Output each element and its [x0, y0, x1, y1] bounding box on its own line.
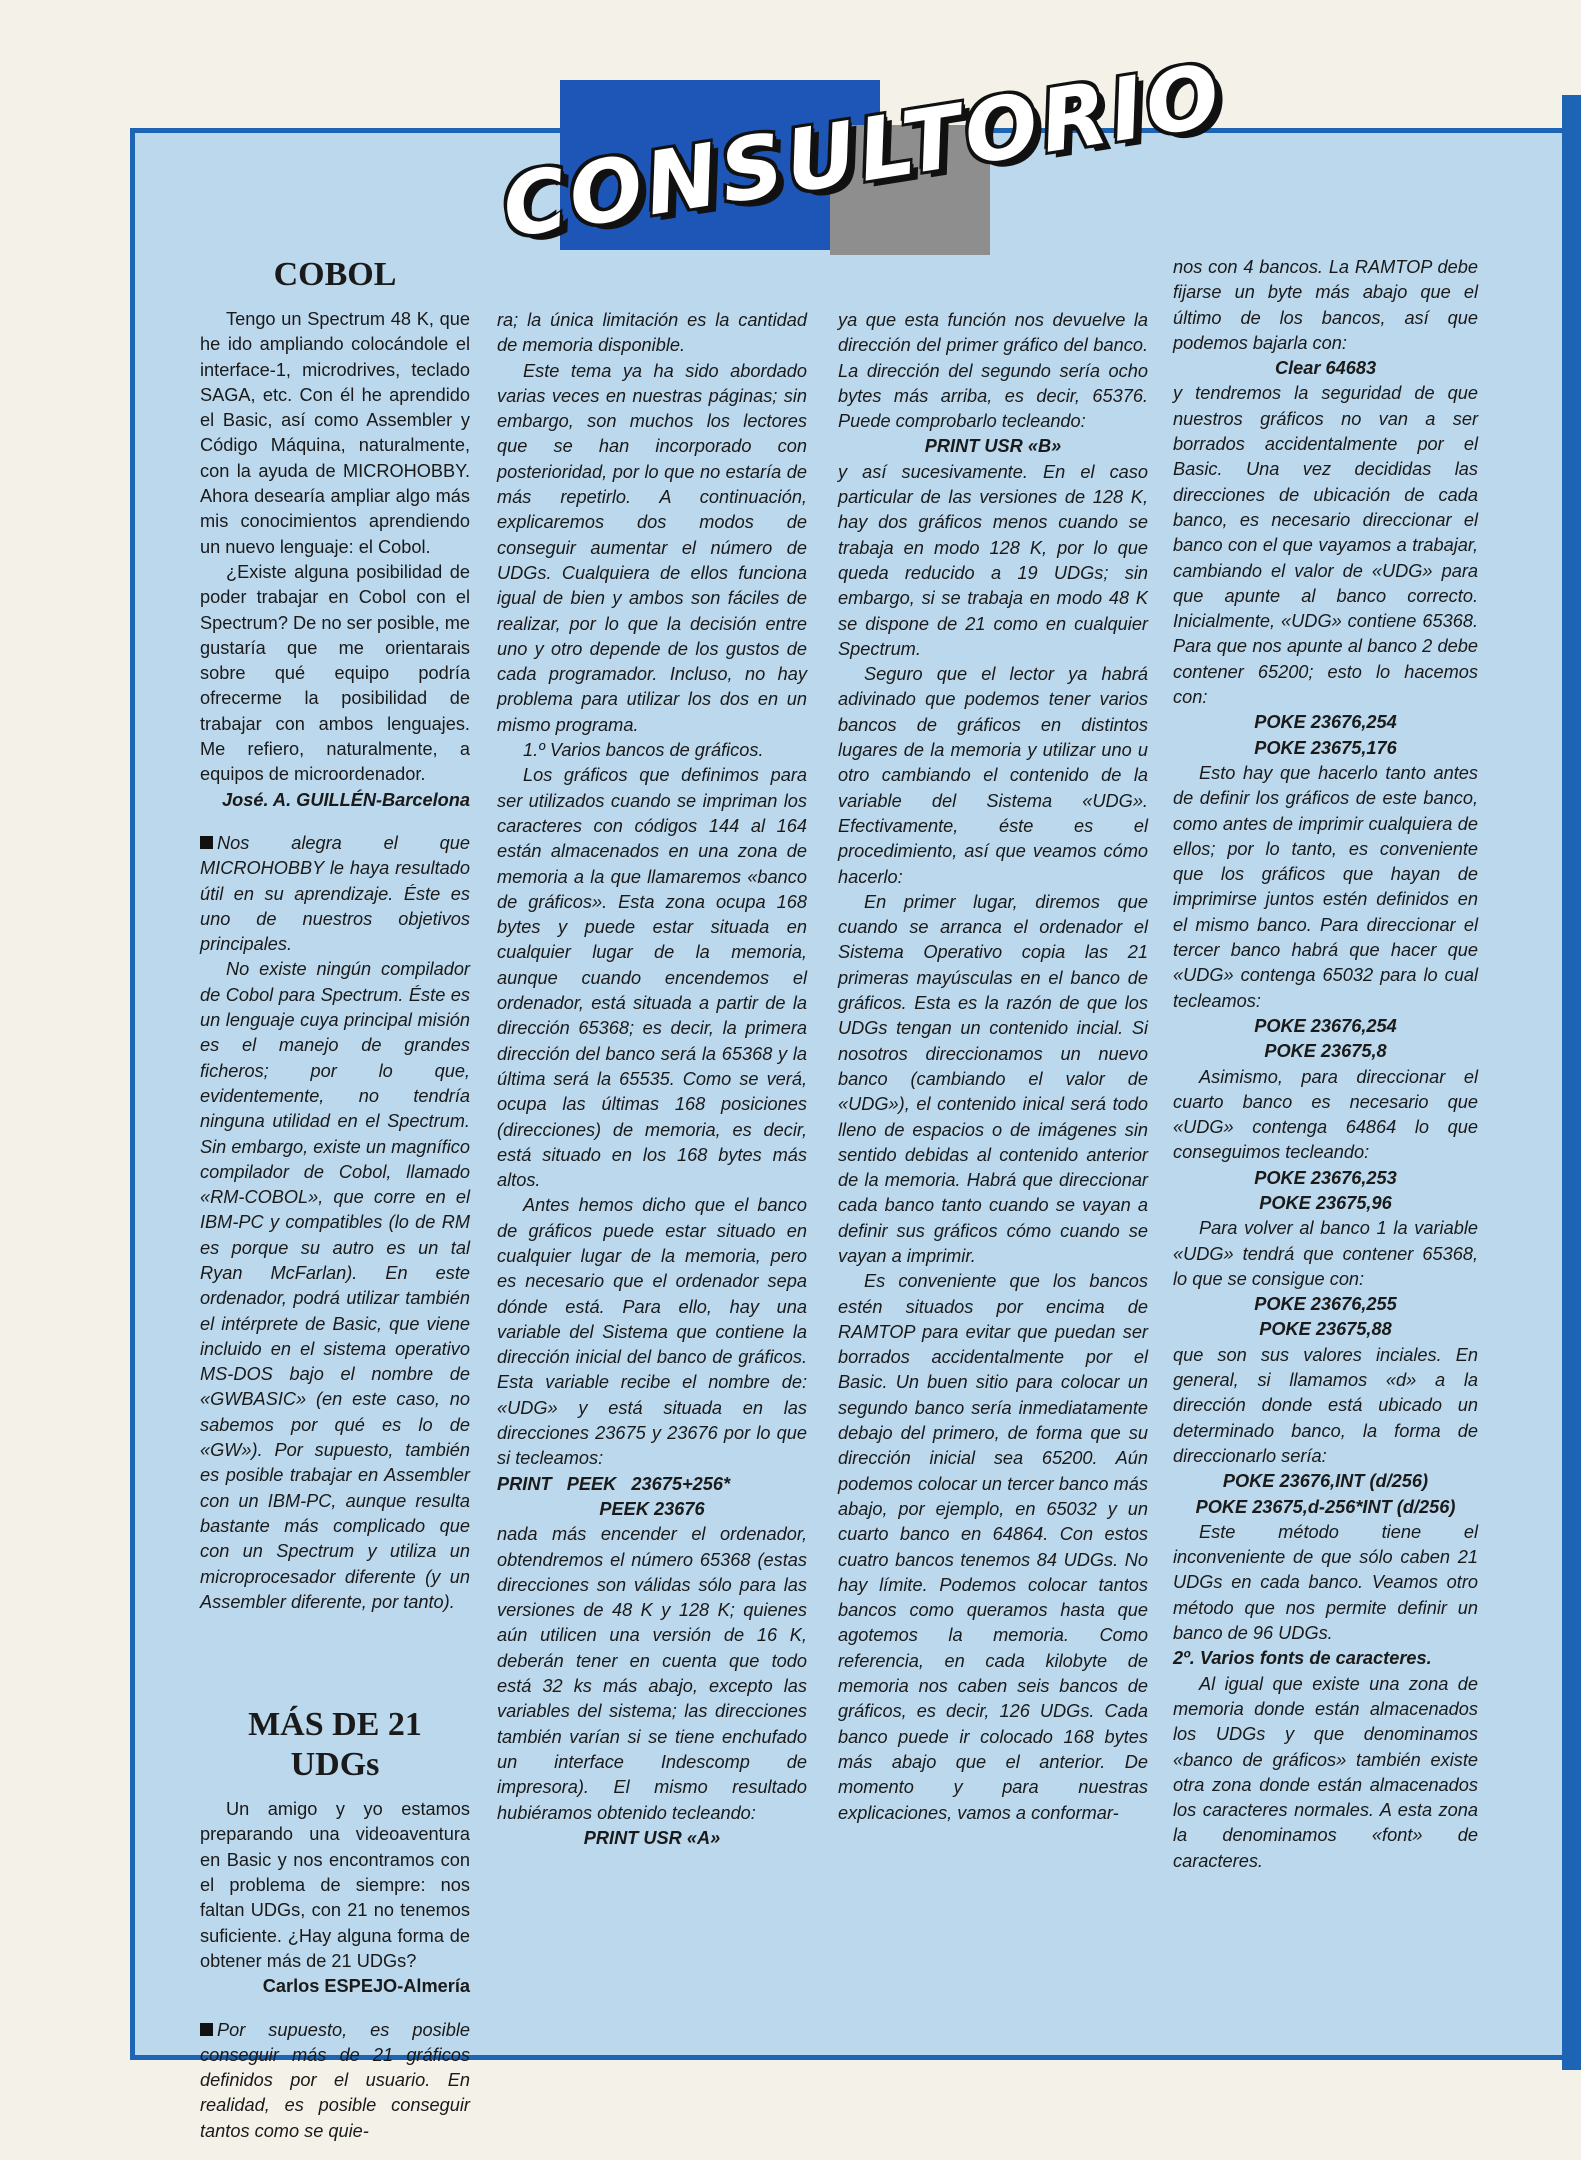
- column-4: [1173, 255, 1478, 1874]
- body-paragraph: Esto hay que hacerlo tanto antes de definir los gráficos de este banco, como antes de imprimir cualquiera de ellos; por lo tanto, es conveniente que los gráficos que hayan de imprimirse juntos estén definidos en el mismo banco. Para direccionar el tercer banco habrá que hacer que «UDG» contenga 65032 para lo cual tecleamos:: [1173, 762, 1478, 1011]
- column-1: [200, 255, 470, 2144]
- body-paragraph: y tendremos la seguridad de que nuestros gráficos no van a ser borrados accidentalmente por el Basic. Una vez decididas las direcciones de ubicación de cada banco, es necesario direccionar el banco con el que vayamos a trabajar, cambiando el valor de «UDG» para que apunte al banco correcto. Inicialmente, «UDG» contiene 65368. Para que nos apunte al banco 2 debe contener 65200; esto lo hacemos con:: [1173, 383, 1478, 708]
- letter-signature: Carlos ESPEJO-Almería: [262, 1976, 470, 1997]
- header-title: CONSULTORIO: [495, 45, 1231, 258]
- subheading: 2º. Varios fonts de caracteres.: [1173, 1648, 1432, 1669]
- body-paragraph: Asimismo, para direccionar el cuarto banco es necesario que «UDG» contenga 64864 lo que conseguimos tecleando:: [1173, 1066, 1478, 1163]
- body-paragraph: Los gráficos que definimos para ser utilizados cuando se impriman los caracteres con códigos 144 al 164 están almacenados en una zona de memoria a la que llamaremos «banco de gráficos». Esta zona ocupa 168 bytes y puede estar situada en cualquier lugar de la memoria, aunque cuando encendemos el ordenador, está situada a partir de la dirección 65368; es decir, la primera dirección del banco será la 65368 y la última será la 65535. Como se verá, ocupa las últimas 168 posiciones (direcciones) de memoria, es decir, está situado en los 168 bytes más altos.: [497, 765, 807, 1191]
- section-title-cobol: COBOL: [273, 256, 397, 293]
- body-paragraph: ya que esta función nos devuelve la dirección del primer gráfico del banco. La dirección del segundo sería ocho bytes más arriba, es decir, 65376. Puede comprobarlo tecleando:: [838, 310, 1148, 432]
- body-paragraph: nos con 4 bancos. La RAMTOP debe fijarse un byte más abajo que el último de los bancos, así que podemos bajarla con:: [1173, 257, 1478, 353]
- letter-paragraph: Tengo un Spectrum 48 K, que he ido ampliando colocándole el interface-1, microdrives, teclado SAGA, etc. Con él he aprendido el Basic, así como Assembler y Código Máquina, naturalmente, con la ayuda de MICROHOBBY. Ahora desearía ampliar algo más mis conocimientos aprendiendo un nuevo lenguaje: el Cobol.: [200, 309, 470, 557]
- answer-marker-icon: [200, 836, 213, 849]
- code-line: POKE 23676,254: [1254, 712, 1397, 733]
- subheading: 1.º Varios bancos de gráficos.: [523, 740, 764, 761]
- section-title-udgs-line1: MÁS DE 21: [248, 1706, 422, 1744]
- body-paragraph: y así sucesivamente. En el caso particular de las versiones de 128 K, hay dos gráficos menos cuando se trabaja en modo 128 K, por lo que queda reducido a 19 UDGs; sin embargo, si se trabaja en modo 48 K se dispone de 21 como en cualquier Spectrum.: [838, 461, 1148, 659]
- code-line: POKE 23675,d-256*INT (d/256): [1195, 1496, 1456, 1517]
- letter-paragraph: ¿Existe alguna posibilidad de poder trabajar en Cobol con el Spectrum? De no ser posible, me gustaría que me orientarais sobre qué equipo podría ofrecerme la posibilidad de trabajar con ambos lenguajes. Me refiero, naturalmente, a equipos de microordenador.: [200, 561, 470, 785]
- code-line: POKE 23676,255: [1254, 1294, 1397, 1315]
- code-line: POKE 23676,INT (d/256): [1222, 1471, 1429, 1492]
- code-line: POKE 23675,96: [1259, 1192, 1392, 1213]
- code-line: POKE 23676,253: [1254, 1167, 1397, 1188]
- answer-paragraph: No existe ningún compilador de Cobol para Spectrum. Éste es un lenguaje cuya principal misión es el manejo de grandes ficheros; por lo que, evidentemente, no tendría ninguna utilidad en el Spectrum. Sin embargo, existe un magnífico compilador de Cobol, llamado «RM-COBOL», que corre en el IBM-PC y compatibles (lo de RM es porque su autro es un tal Ryan McFarlan). En este ordenador, podrá utilizar también el intérprete de Basic, que viene incluido en el sistema operativo MS-DOS bajo el nombre de «GWBASIC» (en este caso, no sabemos por qué es lo de «GW»). Por supuesto, también es posible trabajar en Assembler con un IBM-PC, aunque resulta bastante más complicado que con un Spectrum y utiliza un microprocesador diferente (y un Assembler diferente, por tanto).: [200, 959, 470, 1612]
- page-edge-bar: [1562, 95, 1581, 2070]
- code-line: PRINT USR «A»: [583, 1827, 721, 1848]
- body-paragraph: Es conveniente que los bancos estén situados por encima de RAMTOP para evitar que puedan ser borrados accidentalmente por el Basic. Un buen sitio para colocar un segundo banco sería inmediatamente debajo del primero, de forma que su dirección inicial sea 65200. Aún podemos colocar un tercer banco más abajo, por ejemplo, en 65032 y un cuarto banco en 64864. Con estos cuatro bancos tenemos 84 UDGs. No hay límite. Podemos colocar tantos bancos como queramos hasta que agotemos la memoria. Como referencia, en cada kilobyte de memoria nos caben seis bancos de gráficos, es decir, 126 UDGs. Cada banco puede ir colocado 168 bytes más abajo que el anterior. De momento y para nuestras explicaciones, vamos a conformar-: [838, 1271, 1148, 1823]
- code-line: Clear 64683: [1274, 358, 1377, 379]
- column-3: [838, 308, 1148, 1826]
- code-line: POKE 23675,88: [1259, 1319, 1392, 1340]
- section-title-udgs-line2: UDGs: [290, 1746, 380, 1784]
- body-paragraph: Antes hemos dicho que el banco de gráficos puede estar situado en cualquier lugar de la memoria, pero es necesario que el ordenador sepa dónde está. Para ello, hay una variable del Sistema que contiene la dirección inicial del banco de gráficos. Esta variable recibe el nombre de: «UDG» y está situada en las direcciones 23675 y 23676 por lo que si tecleamos:: [497, 1195, 807, 1469]
- code-line: POKE 23675,8: [1264, 1041, 1387, 1062]
- code-line: PRINT USR «B»: [924, 436, 1062, 457]
- body-paragraph: En primer lugar, diremos que cuando se arranca el ordenador el Sistema Operativo copia las 21 primeras mayúsculas en el banco de gráficos. Esta es la razón de que los UDGs tengan un contenido incial. Si nosotros direccionamos un nuevo banco (cambiando el valor de «UDG»), el contenido inical será todo lleno de espacios o de imágenes sin sentido debidas al contenido anterior de la memoria. Habrá que direccionar cada banco tanto cuando se vayan a definir sus gráficos cómo cuando se vayan a imprimir.: [838, 891, 1148, 1266]
- body-paragraph: Este tema ya ha sido abordado varias veces en nuestras páginas; sin embargo, son muchos los lectores que se han incorporado con posterioridad, por lo que no estaría de más repetirlo. A continuación, explicaremos dos modos de conseguir aumentar el número de UDGs. Cualquiera de ellos funciona igual de bien y ambos son fáciles de realizar, por lo que la decisión entre uno y otro depende de los gustos de cada programador. Incluso, no hay problema para utilizar los dos en un mismo programa.: [497, 360, 807, 735]
- body-paragraph: Para volver al banco 1 la variable «UDG» tendrá que contener 65368, lo que se consigue con:: [1173, 1218, 1478, 1289]
- code-line: PRINT PEEK 23675+256*: [497, 1473, 731, 1494]
- section-header: [495, 45, 1231, 305]
- code-line: POKE 23676,254: [1254, 1015, 1397, 1036]
- answer-marker-icon: [200, 2023, 213, 2036]
- body-paragraph: Seguro que el lector ya habrá adivinado que podemos tener varios bancos de gráficos en distintos lugares de la memoria y utilizar uno u otro cambiando el contenido de la variable del Sistema «UDG». Efectivamente, éste es el procedimiento, así que veamos cómo hacerlo:: [838, 664, 1148, 887]
- column-2: [497, 308, 807, 1851]
- body-paragraph: nada más encender el ordenador, obtendremos el número 65368 (estas direcciones son válidas sólo para las versiones de 48 K y 128 K; quienes aún utilicen una versión de 16 K, deberán tener en cuenta que todo está 32 ks más abajo, excepto las variables del sistema; las direcciones también varían si se tiene enchufado un interface Indescomp de impresora). El mismo resultado hubiéramos obtenido tecleando:: [497, 1524, 807, 1823]
- letter-signature: José. A. GUILLÉN-Barcelona: [222, 789, 470, 810]
- code-line: POKE 23675,176: [1254, 737, 1397, 758]
- body-paragraph: Al igual que existe una zona de memoria donde están almacenados los UDGs y que denominamos «banco de gráficos» también existe otra zona donde están almacenados los caracteres normales. A esta zona la denominamos «font» de caracteres.: [1173, 1673, 1478, 1871]
- letter-paragraph: Un amigo y yo estamos preparando una videoaventura en Basic y nos encontramos con el problema de siempre: nos faltan UDGs, con 21 no tenemos suficiente. ¿Hay alguna forma de obtener más de 21 UDGs?: [200, 1799, 470, 1971]
- body-paragraph: que son sus valores inciales. En general, si llamamos «d» a la dirección donde está ubicado un determinado banco, la forma de direccionarlo sería:: [1173, 1344, 1478, 1466]
- code-line: PEEK 23676: [599, 1498, 705, 1519]
- body-paragraph: ra; la única limitación es la cantidad de memoria disponible.: [497, 310, 807, 356]
- body-paragraph: Este método tiene el inconveniente de que sólo caben 21 UDGs en cada banco. Veamos otro método que nos permite definir un banco de 96 UDGs.: [1173, 1521, 1478, 1644]
- answer-paragraph: Por supuesto, es posible conseguir más de 21 gráficos definidos por el usuario. En realidad, es posible conseguir tantos como se quie-: [200, 2019, 470, 2141]
- answer-paragraph: Nos alegra el que MICROHOBBY le haya resultado útil en su aprendizaje. Éste es uno de nuestros objetivos principales.: [200, 832, 470, 955]
